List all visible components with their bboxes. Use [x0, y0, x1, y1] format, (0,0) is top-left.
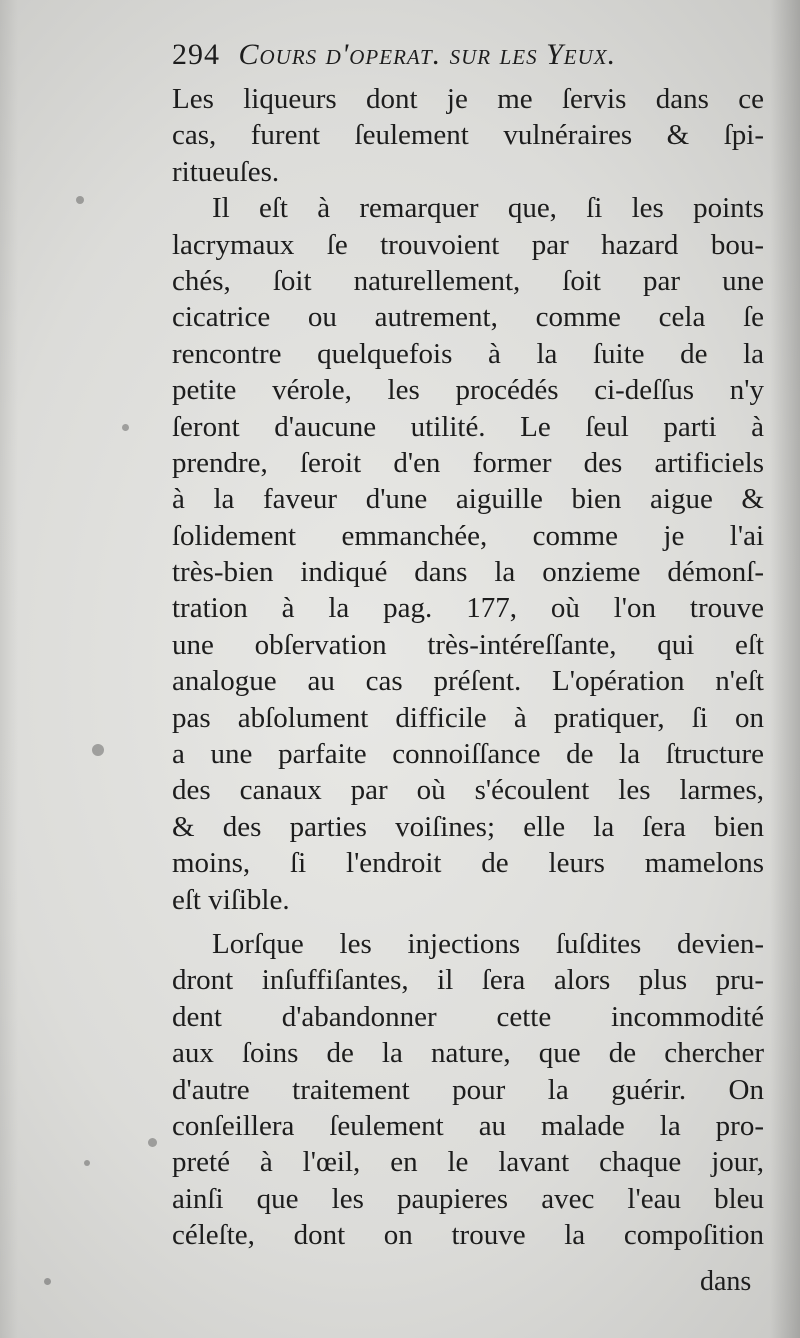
text-line: prendre, ſeroit d'en former des artificiels: [172, 446, 764, 479]
text-line: cas, furent ſeulement vulnéraires & ſpi-: [172, 119, 764, 152]
text-line: des canaux par où s'écoulent les larmes,: [172, 774, 764, 807]
text-line: moins, ſi l'endroit de leurs mamelons: [172, 847, 764, 880]
running-head: [172, 38, 732, 82]
text-line: dent d'abandonner cette incommodité: [172, 1000, 764, 1033]
text-line: d'autre traitement pour la guérir. On: [172, 1073, 764, 1106]
paragraph-gap: [172, 918, 764, 926]
catchword: dans: [700, 1266, 752, 1297]
text-line: cicatrice ou autrement, comme cela ſe: [172, 301, 764, 334]
text-line: petite vérole, les procédés ci-deſſus n'y: [172, 374, 764, 407]
text-line: pas abſolument difficile à pratiquer, ſi on: [172, 701, 764, 734]
text-line: aux ſoins de la nature, que de chercher: [172, 1037, 764, 1070]
text-line: à la faveur d'une aiguille bien aigue &: [172, 483, 764, 516]
text-line: & des parties voiſines; elle la ſera bien: [172, 810, 764, 843]
text-line: ſolidement emmanchée, comme je l'ai: [172, 519, 764, 552]
running-title: Cours d'operat. sur les Yeux.: [238, 38, 617, 71]
text-line: très-bien indiqué dans la onzieme démonſ-: [172, 556, 764, 589]
text-line: Lorſque les injections ſuſdites devien-: [212, 927, 764, 960]
text-line: rencontre quelquefois à la ſuite de la: [172, 337, 764, 370]
text-line: lacrymaux ſe trouvoient par hazard bou-: [172, 228, 764, 261]
text-line: Les liqueurs dont je me ſervis dans ce: [172, 83, 764, 115]
text-line: céleſte, dont on trouve la compoſition: [172, 1219, 764, 1252]
page-shadow-left: [0, 0, 18, 1338]
page-shadow-right: [770, 0, 800, 1338]
text-line: chés, ſoit naturellement, ſoit par une: [172, 264, 764, 297]
text-line: ſeront d'aucune utilité. Le ſeul parti à: [172, 410, 764, 443]
text-line: preté à l'œil, en le lavant chaque jour,: [172, 1146, 764, 1179]
page-number: 294: [172, 38, 220, 71]
text-line: ritueuſes.: [172, 155, 280, 188]
text-line: ainſi que les paupieres avec l'eau bleu: [172, 1182, 764, 1215]
body-text: [172, 81, 764, 1254]
text-line: une obſervation très-intéreſſante, qui eſt: [172, 628, 764, 661]
ink-speck: [76, 196, 84, 204]
text-line: conſeillera ſeulement au malade la pro-: [172, 1109, 764, 1142]
ink-speck: [84, 1160, 90, 1166]
text-line: tration à la pag. 177, où l'on trouve: [172, 592, 764, 625]
ink-speck: [122, 424, 129, 431]
text-line: Il eſt à remarquer que, ſi les points: [212, 192, 764, 225]
text-line: eſt viſible.: [172, 883, 290, 916]
ink-speck: [44, 1278, 51, 1285]
ink-speck: [92, 744, 104, 756]
text-line: a une parfaite connoiſſance de la ſtructure: [172, 738, 764, 771]
text-line: analogue au cas préſent. L'opération n'eſt: [172, 665, 764, 698]
ink-speck: [148, 1138, 157, 1147]
text-line: dront inſuffiſantes, il ſera alors plus pru-: [172, 964, 764, 997]
